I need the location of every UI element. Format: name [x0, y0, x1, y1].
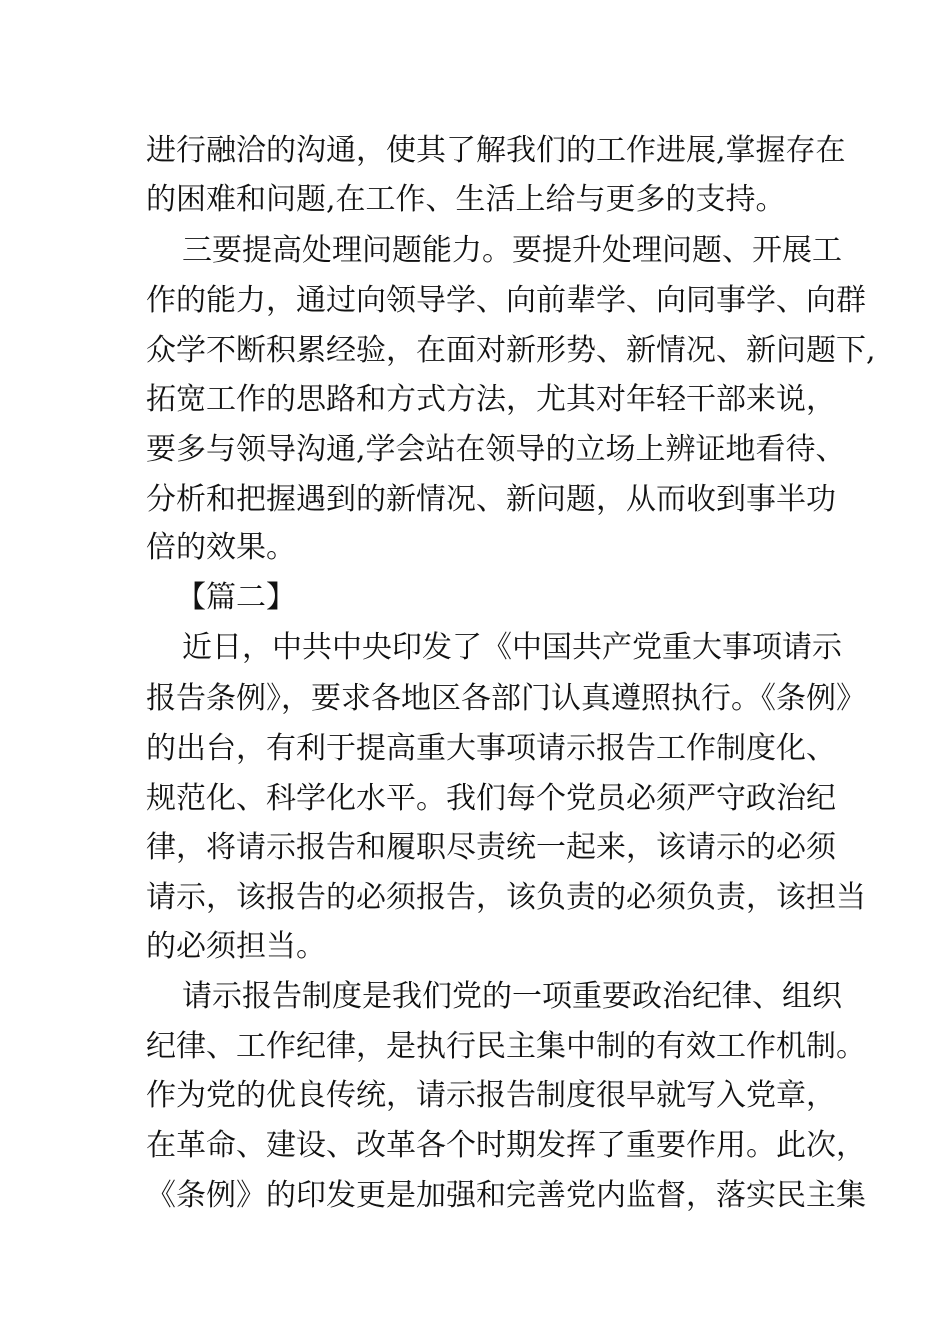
text-line: 倍的效果。 [146, 530, 296, 565]
text-line: 请示，该报告的必须报告，该负责的必须负责，该担当 [146, 880, 866, 915]
paragraph-start-line: 近日，中共中央印发了《中国共产党重大事项请示 [182, 630, 842, 665]
text-line: 众学不断积累经验，在面对新形势、新情况、新问题下, [146, 333, 876, 368]
text-line: 报告条例》，要求各地区各部门认真遵照执行。《条例》 [146, 681, 866, 716]
text-line: 的出台，有利于提高重大事项请示报告工作制度化、 [146, 731, 836, 766]
text-line: 在革命、建设、改革各个时期发挥了重要作用。此次， [146, 1128, 866, 1163]
text-line: 拓宽工作的思路和方式方法，尤其对年轻干部来说， [146, 382, 836, 417]
section-heading: 【篇二】 [176, 580, 296, 615]
paragraph-start-line: 请示报告制度是我们党的一项重要政治纪律、组织 [182, 979, 842, 1014]
text-line: 律，将请示报告和履职尽责统一起来，该请示的必须 [146, 830, 836, 865]
text-line: 分析和把握遇到的新情况、新问题，从而收到事半功 [146, 482, 836, 517]
text-line: 的困难和问题,在工作、生活上给与更多的支持。 [146, 182, 786, 217]
text-line: 《条例》的印发更是加强和完善党内监督，落实民主集 [146, 1178, 866, 1213]
text-line: 作的能力，通过向领导学、向前辈学、向同事学、向群 [146, 283, 866, 318]
text-line: 的必须担当。 [146, 929, 326, 964]
text-line: 作为党的优良传统，请示报告制度很早就写入党章， [146, 1078, 836, 1113]
paragraph-start-line: 三要提高处理问题能力。要提升处理问题、开展工 [182, 233, 842, 268]
text-line: 纪律、工作纪律，是执行民主集中制的有效工作机制。 [146, 1029, 866, 1064]
text-line: 要多与领导沟通,学会站在领导的立场上辨证地看待、 [146, 432, 846, 467]
text-line: 进行融洽的沟通，使其了解我们的工作进展,掌握存在 [146, 133, 846, 168]
text-line: 规范化、科学化水平。我们每个党员必须严守政治纪 [146, 781, 836, 816]
